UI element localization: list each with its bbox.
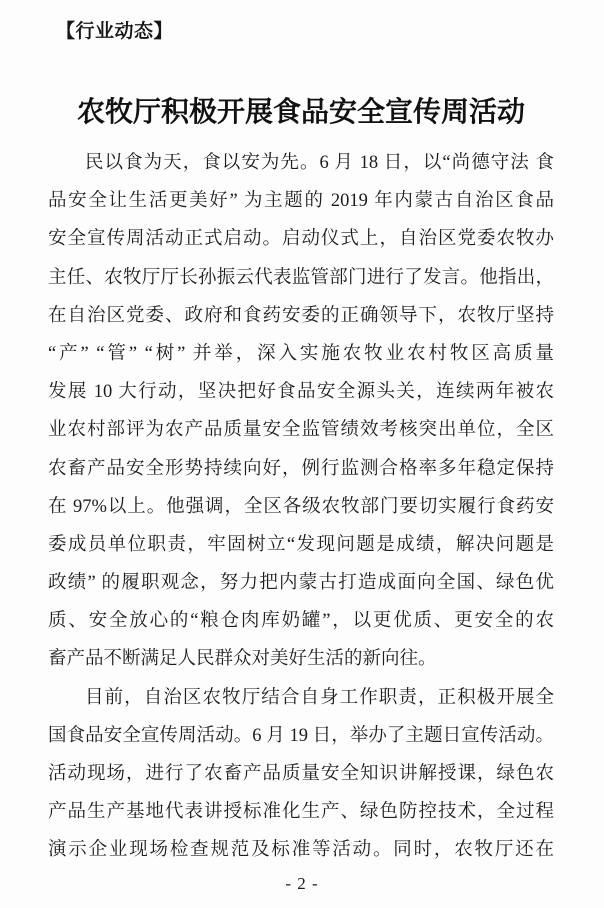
text-line: 目前，自治区农牧厅结合自身工作职责，正积极开展全 (85, 687, 554, 708)
article-title: 农牧厅积极开展食品安全宣传周活动 (76, 97, 525, 128)
text-line: 畜产品不断满足人民群众对美好生活的新向往。 (48, 649, 437, 670)
section-header: 【行业动态】 (56, 21, 174, 42)
text-line: 业农村部评为农产品质量安全监管绩效考核突出单位，全区 (48, 420, 554, 441)
text-line: 安全宣传周活动正式启动。启动仪式上，自治区党委农牧办 (48, 229, 554, 250)
text-line: 质、安全放心的“粮仓肉库奶罐”，以更优质、更安全的农 (48, 611, 554, 632)
paragraph (48, 144, 554, 679)
text-line: 活动现场，进行了农畜产品质量安全知识讲解授课，绿色农 (48, 764, 554, 784)
text-line: 在 97%以上。他强调，全区各级农牧部门要切实履行食药安 (48, 496, 554, 517)
text-line: 政绩” 的履职观念，努力把内蒙古打造成面向全国、绿色优 (48, 573, 554, 594)
text-line: 主任、农牧厅厅长孙振云代表监管部门进行了发言。他指出， (48, 267, 554, 288)
text-line: 农畜产品安全形势持续向好，例行监测合格率多年稳定保持 (48, 458, 554, 479)
article-body (48, 144, 554, 870)
text-line: 在自治区党委、政府和食药安委的正确领导下，农牧厅坚持 (48, 305, 554, 326)
text-line: 发展 10 大行动，坚决把好食品安全源头关，连续两年被农 (48, 382, 554, 403)
text-line: 产品生产基地代表讲授标准化生产、绿色防控技术，全过程 (48, 802, 554, 823)
text-line: 国食品安全宣传周活动。6 月 19 日，举办了主题日宣传活动。 (48, 725, 554, 746)
paragraph (48, 679, 554, 870)
text-line: “产” “管” “树” 并举，深入实施农牧业农村牧区高质量 (48, 343, 554, 364)
page-number: - 2 - (285, 874, 319, 893)
text-line: 民以食为天，食以安为先。6 月 18 日，以“尚德守法 食 (85, 153, 554, 173)
text-line: 品安全让生活更美好” 为主题的 2019 年内蒙古自治区食品 (48, 191, 554, 212)
text-line: 演示企业现场检查规范及标准等活动。同时，农牧厅还在 (48, 840, 554, 861)
text-line: 委成员单位职责，牢固树立“发现问题是成绩，解决问题是 (48, 534, 554, 555)
